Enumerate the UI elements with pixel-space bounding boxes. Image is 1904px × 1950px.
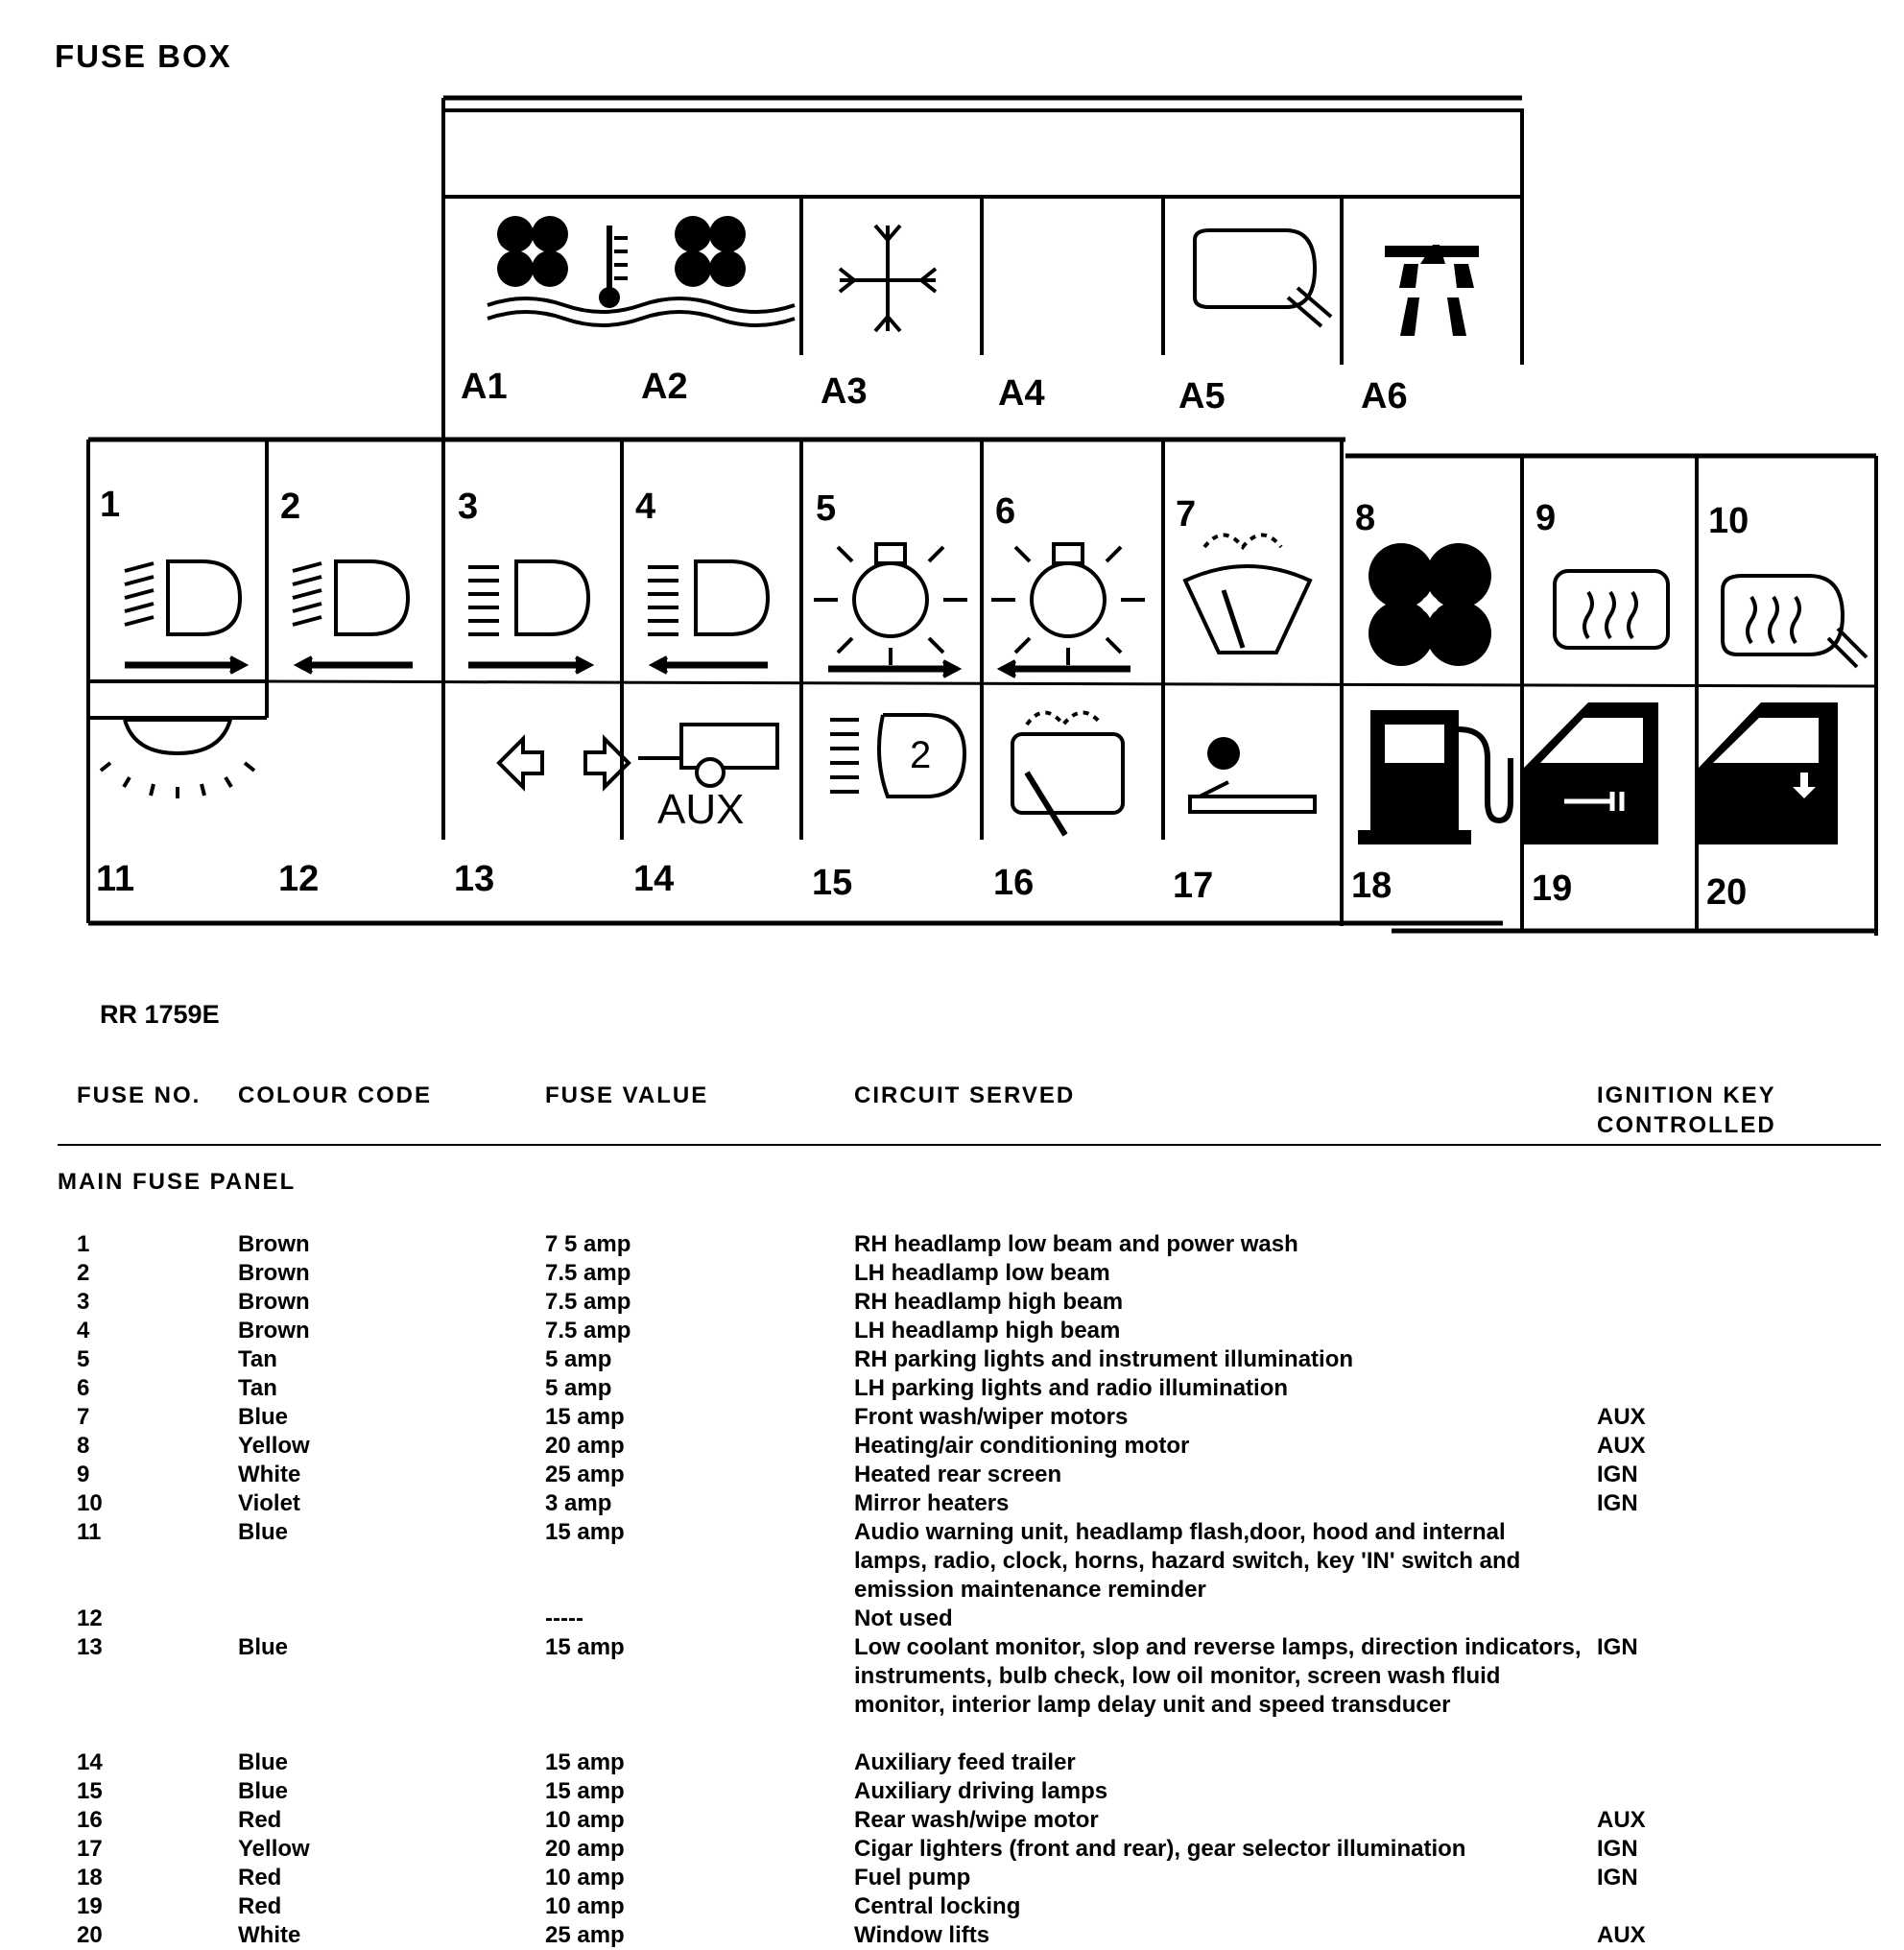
colour-code: Red	[238, 1865, 282, 1891]
ignition-key: AUX	[1597, 1807, 1646, 1833]
colour-code: Violet	[238, 1490, 300, 1516]
circuit-served: Cigar lighters (front and rear), gear selector illumination	[854, 1836, 1466, 1862]
colour-code: Tan	[238, 1375, 277, 1401]
circuit-served: Heating/air conditioning motor	[854, 1433, 1190, 1459]
fuse-number: 7	[77, 1404, 90, 1430]
fuse-label-A2: A2	[641, 367, 688, 407]
fuse-value: 7.5 amp	[545, 1318, 631, 1344]
colour-code: Blue	[238, 1749, 289, 1775]
ignition-key: IGN	[1597, 1836, 1638, 1862]
fuse-value: 25 amp	[545, 1462, 625, 1487]
circuit-served: Central locking	[854, 1893, 1021, 1919]
fuse-label-13: 13	[454, 859, 495, 899]
fuse-number: 13	[77, 1634, 103, 1660]
circuit-served: Window lifts	[854, 1922, 990, 1948]
ignition-key: IGN	[1597, 1865, 1638, 1891]
fuse-label-20: 20	[1706, 872, 1748, 913]
circuit-served: Fuel pump	[854, 1865, 971, 1891]
fuse-value: 10 amp	[545, 1865, 625, 1891]
circuit-served: LH headlamp low beam	[854, 1260, 1110, 1286]
fuse-number: 11	[77, 1519, 102, 1545]
colour-code: Red	[238, 1807, 282, 1833]
fuse-label-A5: A5	[1178, 376, 1226, 416]
colour-code: Brown	[238, 1289, 310, 1315]
header-fuse-value: FUSE VALUE	[545, 1082, 709, 1108]
colour-code: Yellow	[238, 1836, 310, 1862]
fuse-number: 20	[77, 1922, 103, 1948]
fuse-value: 5 amp	[545, 1346, 612, 1372]
ignition-key: AUX	[1597, 1404, 1646, 1430]
fuse-label-A6: A6	[1361, 376, 1408, 416]
header-circuit-served: CIRCUIT SERVED	[854, 1082, 1076, 1108]
colour-code: Blue	[238, 1634, 289, 1660]
fuse-label-15: 15	[812, 863, 853, 903]
page-title: FUSE BOX	[55, 38, 232, 74]
fuse-label-3: 3	[458, 487, 479, 527]
colour-code: White	[238, 1922, 301, 1948]
section-title: MAIN FUSE PANEL	[58, 1169, 297, 1195]
fuse-label-16: 16	[993, 863, 1035, 903]
fuse-box-diagram	[0, 0, 1904, 960]
circuit-served: Low coolant monitor, slop and reverse lamps, direction indicators, instruments, bulb check, low oil monitor, screen wash fluid monitor, interior lamp delay unit and speed transducer	[854, 1634, 1582, 1718]
fuse-value: -----	[545, 1605, 583, 1631]
circuit-served: Mirror heaters	[854, 1490, 1010, 1516]
colour-code: Tan	[238, 1346, 277, 1372]
fuse-value: 15 amp	[545, 1749, 625, 1775]
fuse-number: 2	[77, 1260, 90, 1286]
fuse-value: 15 amp	[545, 1404, 625, 1430]
fuse-value: 10 amp	[545, 1893, 625, 1919]
colour-code: Yellow	[238, 1433, 310, 1459]
fuse-label-1: 1	[100, 485, 121, 525]
fuse-label-A4: A4	[998, 373, 1045, 414]
fuse-number: 14	[77, 1749, 103, 1775]
fuse-label-10: 10	[1708, 501, 1749, 541]
circuit-served: Auxiliary feed trailer	[854, 1749, 1076, 1775]
header-colour-code: COLOUR CODE	[238, 1082, 432, 1108]
fuse-value: 20 amp	[545, 1433, 625, 1459]
aux-label: AUX	[657, 786, 745, 833]
fuse-number: 4	[77, 1318, 90, 1344]
fuse-value: 5 amp	[545, 1375, 612, 1401]
fuse-value: 7.5 amp	[545, 1260, 631, 1286]
colour-code: White	[238, 1462, 301, 1487]
fuse-value: 10 amp	[545, 1807, 625, 1833]
colour-code: Brown	[238, 1231, 310, 1257]
header-fuse-no: FUSE NO.	[77, 1082, 202, 1108]
ignition-key: AUX	[1597, 1922, 1646, 1948]
circuit-served: Audio warning unit, headlamp flash,door, hood and internal lamps, radio, clock, horns, hazard switch, key 'IN' switch and emission maintenance reminder	[854, 1519, 1521, 1603]
circuit-served: LH parking lights and radio illumination	[854, 1375, 1289, 1401]
fuse-label-14: 14	[633, 859, 675, 899]
fuse-label-11: 11	[96, 859, 135, 899]
colour-code: Brown	[238, 1260, 310, 1286]
fuse-label-8: 8	[1355, 498, 1376, 538]
fuse-number: 1	[77, 1231, 90, 1257]
fuse-value: 7.5 amp	[545, 1289, 631, 1315]
fuse-value: 15 amp	[545, 1778, 625, 1804]
colour-code: Blue	[238, 1404, 289, 1430]
fuse-label-19: 19	[1532, 868, 1573, 909]
colour-code: Blue	[238, 1778, 289, 1804]
fuse-number: 5	[77, 1346, 90, 1372]
circuit-served: LH headlamp high beam	[854, 1318, 1121, 1344]
fuse-label-A1: A1	[461, 367, 508, 407]
circuit-served: RH headlamp low beam and power wash	[854, 1231, 1298, 1257]
fuse-number: 9	[77, 1462, 90, 1487]
fuse-label-6: 6	[995, 491, 1016, 532]
circuit-served: Auxiliary driving lamps	[854, 1778, 1108, 1804]
fuse-number: 6	[77, 1375, 90, 1401]
fuse-value: 15 amp	[545, 1634, 625, 1660]
fuse-number: 8	[77, 1433, 90, 1459]
fuse-label-4: 4	[635, 487, 656, 527]
ignition-key: IGN	[1597, 1462, 1638, 1487]
circuit-served: RH headlamp high beam	[854, 1289, 1124, 1315]
fuse-value: 20 amp	[545, 1836, 625, 1862]
fuse-number: 17	[77, 1836, 103, 1862]
fuse-number: 16	[77, 1807, 103, 1833]
circuit-served: Rear wash/wipe motor	[854, 1807, 1099, 1833]
fuse-label-12: 12	[278, 859, 320, 899]
fuse-value: 15 amp	[545, 1519, 625, 1545]
circuit-served: RH parking lights and instrument illumination	[854, 1346, 1354, 1372]
colour-code: Blue	[238, 1519, 289, 1545]
fuse-value: 7 5 amp	[545, 1231, 631, 1257]
fuse-label-17: 17	[1173, 866, 1214, 906]
fuse-number: 15	[77, 1778, 103, 1804]
fuse-number: 12	[77, 1605, 103, 1631]
fuse-label-9: 9	[1535, 498, 1557, 538]
svg-text:2: 2	[910, 734, 932, 776]
fuse-label-A3: A3	[821, 371, 868, 412]
ignition-key: IGN	[1597, 1490, 1638, 1516]
fuse-label-7: 7	[1176, 494, 1197, 535]
fuse-label-18: 18	[1351, 866, 1392, 906]
figure-reference: RR 1759E	[100, 1000, 220, 1029]
fuse-number: 10	[77, 1490, 103, 1516]
header-ignition-key: IGNITION KEY CONTROLLED	[1597, 1082, 1776, 1138]
circuit-served: Heated rear screen	[854, 1462, 1062, 1487]
colour-code: Red	[238, 1893, 282, 1919]
ignition-key: AUX	[1597, 1433, 1646, 1459]
fuse-label-2: 2	[280, 487, 301, 527]
header-divider	[58, 1144, 1881, 1146]
fuse-label-5: 5	[816, 488, 837, 529]
fuse-number: 19	[77, 1893, 103, 1919]
fuse-number: 3	[77, 1289, 90, 1315]
circuit-served: Not used	[854, 1605, 953, 1631]
fuse-value: 3 amp	[545, 1490, 612, 1516]
fuse-value: 25 amp	[545, 1922, 625, 1948]
fuse-number: 18	[77, 1865, 103, 1891]
colour-code: Brown	[238, 1318, 310, 1344]
circuit-served: Front wash/wiper motors	[854, 1404, 1129, 1430]
ignition-key: IGN	[1597, 1634, 1638, 1660]
